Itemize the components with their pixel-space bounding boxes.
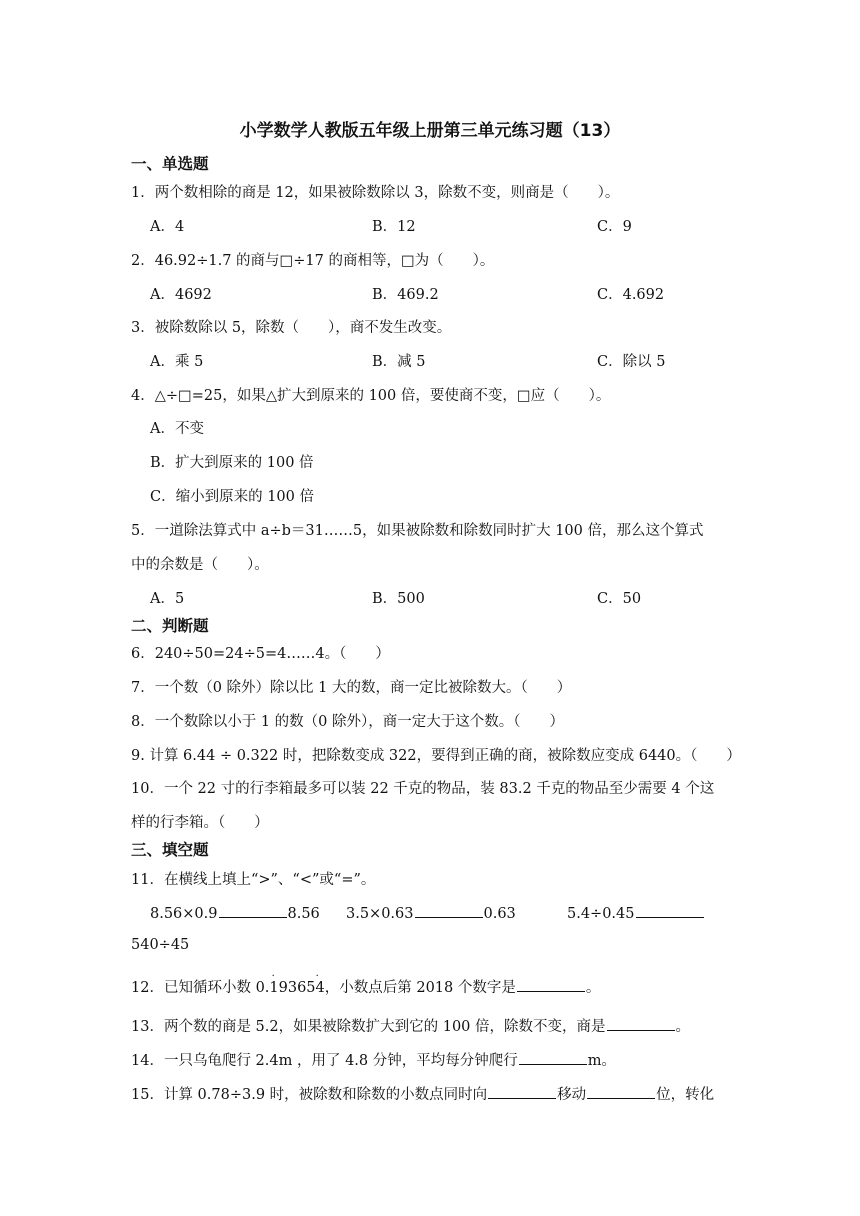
- question-5-line-2: 中的余数是（ ）。: [131, 557, 269, 573]
- question-4: 4．△÷□=25，如果△扩大到原来的 100 倍，要使商不变，□应（ ）。: [131, 388, 611, 404]
- q3-option-b: B．减 5: [372, 354, 426, 370]
- question-13: [131, 1015, 690, 1036]
- q14-end: m。: [587, 1053, 617, 1069]
- question-12: [131, 971, 601, 997]
- question-6: 6．240÷50=24÷5=4……4。（ ）: [131, 646, 390, 662]
- q1-option-c: C．9: [597, 219, 632, 235]
- question-3: 3．被除数除以 5，除数（ ），商不发生改变。: [131, 320, 452, 336]
- q5-option-a: A．5: [150, 591, 185, 607]
- page-title: 小学数学人教版五年级上册第三单元练习题（13）: [239, 121, 621, 141]
- q11-e3-right: 540÷45: [131, 937, 190, 953]
- section-heading-true-false: 二、判断题: [131, 617, 209, 635]
- q2-option-a: A．4692: [150, 287, 212, 303]
- q13-end: 。: [675, 1019, 691, 1035]
- q15-end: 位，转化: [656, 1087, 715, 1103]
- section-heading-single-choice: 一、单选题: [131, 155, 209, 173]
- q1-option-a: A．4: [150, 219, 185, 235]
- q15-mid: 移动: [557, 1087, 587, 1103]
- answer-blank[interactable]: [607, 1016, 675, 1031]
- answer-blank[interactable]: [519, 1050, 587, 1065]
- q4-option-b: B．扩大到原来的 100 倍: [150, 455, 314, 471]
- q15-text: 15．计算 0.78÷3.9 时，被除数和除数的小数点同时向: [131, 1087, 488, 1103]
- q11-e2-left: 3.5×0.63: [346, 906, 414, 922]
- answer-blank[interactable]: [488, 1084, 556, 1099]
- section-heading-fill-in: 三、填空题: [131, 841, 209, 859]
- q11-e1-left: 8.56×0.9: [150, 906, 218, 922]
- q11-expression-2: [346, 903, 516, 922]
- question-11: 11．在横线上填上“>”、“<”或“=”。: [131, 872, 376, 888]
- q4-option-c: C．缩小到原来的 100 倍: [150, 489, 314, 505]
- question-1: 1．两个数相除的商是 12，如果被除数除以 3，除数不变，则商是（ ）。: [131, 185, 620, 201]
- q14-text: 14．一只乌龟爬行 2.4m ，用了 4.8 分钟，平均每分钟爬行: [131, 1053, 518, 1069]
- question-15: [131, 1083, 714, 1104]
- question-5-line-1: 5．一道除法算式中 a÷b＝31……5，如果被除数和除数同时扩大 100 倍，那么这个算式: [131, 523, 704, 539]
- q12-text-2: ，小数点后第 2018 个数字是: [324, 980, 516, 996]
- q2-option-b: B．469.2: [372, 287, 439, 303]
- question-2: 2．46.92÷1.7 的商与□÷17 的商相等，□为（ ）。: [131, 253, 495, 269]
- answer-blank[interactable]: [517, 977, 585, 992]
- q5-option-c: C．50: [597, 591, 642, 607]
- q4-option-a: A．不变: [150, 421, 204, 437]
- q11-expression-1: [150, 903, 320, 922]
- question-9: 9. 计算 6.44 ÷ 0.322 时，把除数变成 322，要得到正确的商，被除数应变成 6440。（ ）: [131, 748, 741, 764]
- question-14: [131, 1049, 616, 1070]
- q3-option-a: A．乘 5: [150, 354, 204, 370]
- question-10-line-2: 样的行李箱。（ ）: [131, 815, 269, 831]
- repeating-decimal: [255, 971, 325, 996]
- q2-option-c: C．4.692: [597, 287, 665, 303]
- repeat-dot-end: ·: [315, 971, 319, 982]
- q11-e1-right: 8.56: [287, 906, 320, 922]
- q12-number: 0.193654: [255, 980, 325, 996]
- q5-option-b: B．500: [372, 591, 425, 607]
- q11-e2-right: 0.63: [483, 906, 516, 922]
- answer-blank[interactable]: [587, 1084, 655, 1099]
- answer-blank[interactable]: [415, 903, 483, 918]
- answer-blank[interactable]: [636, 903, 704, 918]
- q1-option-b: B．12: [372, 219, 416, 235]
- question-10-line-1: 10．一个 22 寸的行李箱最多可以装 22 千克的物品，装 83.2 千克的物品至少需要 4 个这: [131, 781, 715, 797]
- q11-expression-3: [567, 903, 705, 922]
- repeat-dot-start: ·: [271, 971, 275, 982]
- question-8: 8．一个数除以小于 1 的数（0 除外），商一定大于这个数。（ ）: [131, 714, 565, 730]
- q13-text: 13．两个数的商是 5.2，如果被除数扩大到它的 100 倍，除数不变，商是: [131, 1019, 606, 1035]
- question-7: 7．一个数（0 除外）除以比 1 大的数，商一定比被除数大。（ ）: [131, 680, 572, 696]
- q12-text: 12．已知循环小数: [131, 980, 256, 996]
- q12-end: 。: [585, 980, 601, 996]
- q11-e3-left: 5.4÷0.45: [567, 906, 635, 922]
- q3-option-c: C．除以 5: [597, 354, 666, 370]
- answer-blank[interactable]: [219, 903, 287, 918]
